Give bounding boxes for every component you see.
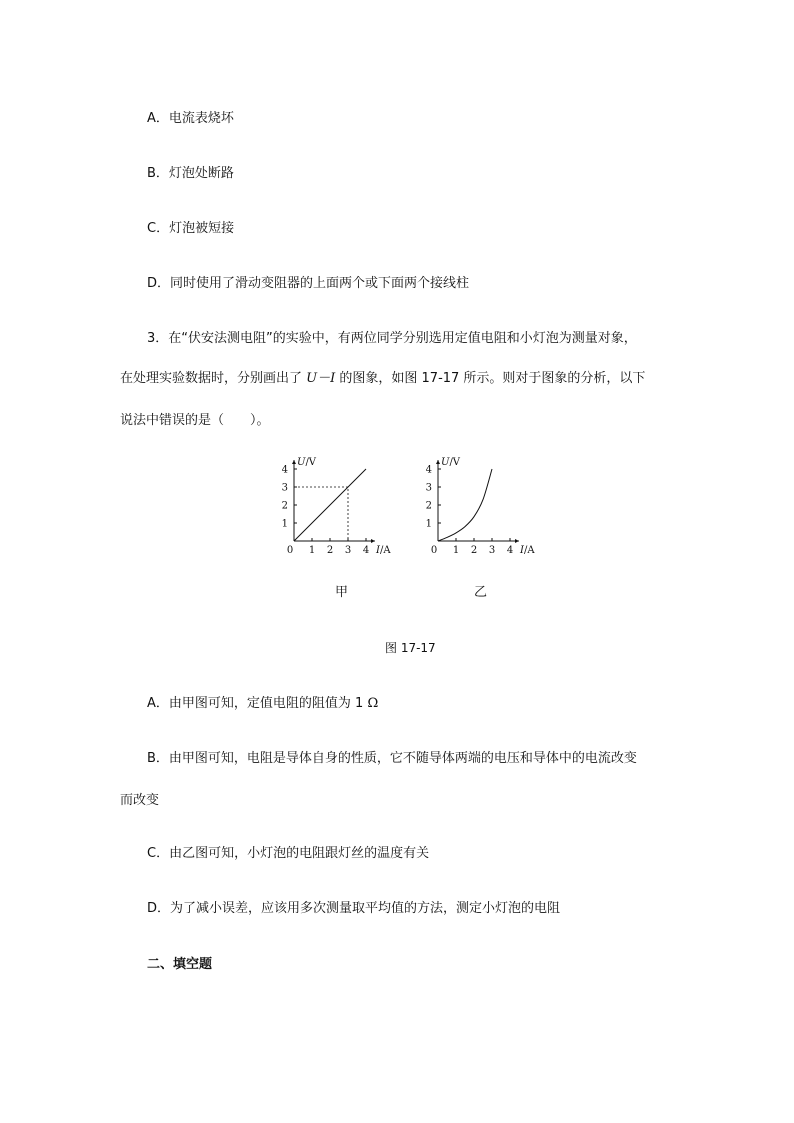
chart0-y-tick-label-3: 3 [282,482,288,494]
q3-option-b-line-1: B．由甲图可知，电阻是导体自身的性质，它不随导体两端的电压和导体中的电流改变 [147,751,637,766]
chart1-x-arrow [515,539,519,543]
chart1-x-axis-label: I/A [520,545,535,556]
chart0-x-axis-label: I/A [376,545,391,556]
chart0-x-tick-label-3: 3 [344,545,352,556]
chart0-y-tick-label-4: 4 [282,464,288,476]
chart1-x-tick-label-3: 3 [488,545,496,556]
chart1-y-tick-label-3: 3 [426,482,432,494]
chart0-y-axis-label: U/V [297,457,317,468]
option-a: A．电流表烧坏 [147,111,234,126]
option-b: B．灯泡处断路 [147,166,234,181]
chart0-series-line-0 [294,469,366,541]
question-3-line-2-text: 在处理实验数据时，分别画出了 [120,371,303,386]
question-3-line-2 [120,370,645,388]
chart0-x-tick-label-0: 0 [286,545,294,556]
figure-label-jia: 甲 [335,585,349,600]
q3-option-c: C．由乙图可知，小灯泡的电阻跟灯丝的温度有关 [147,846,430,861]
figure-label-yi: 乙 [474,585,488,600]
chart1-y-axis-label: U/V [441,457,461,468]
chart1-y-tick-label-2: 2 [426,500,432,512]
chart-jia [282,452,394,560]
q3-option-a [147,695,378,713]
chart1-y-arrow [436,460,440,464]
figure-caption: 图 17-17 [385,641,436,655]
chart0-y-tick-label-1: 1 [282,518,288,530]
section-title: 二、填空题 [147,957,213,972]
chart1-x-tick-label-1: 1 [452,545,460,556]
option-c: C．灯泡被短接 [147,221,235,236]
chart1-x-tick-label-2: 2 [470,545,478,556]
chart0-y-tick-label-2: 2 [282,500,288,512]
chart0-x-arrow [371,539,375,543]
ui-formula: U－I [306,371,336,386]
chart1-x-tick-label-0: 0 [430,545,438,556]
question-3-line-3: 说法中错误的是（ ）。 [120,413,270,428]
question-3-line-2-text-end: 的图象，如图 17-17 所示。则对于图象的分析，以下 [339,371,646,386]
chart1-y-tick-label-4: 4 [426,464,432,476]
chart1-series-line-0 [438,469,492,541]
chart1-x-tick-label-4: 4 [506,545,514,556]
chart0-x-tick-label-2: 2 [326,545,334,556]
ohm-unit: Ω [367,696,379,711]
chart0-y-arrow [292,460,296,464]
chart-yi [426,452,538,560]
chart0-x-tick-label-4: 4 [362,545,370,556]
q3-option-b-line-2: 而改变 [120,793,160,808]
q3-option-d: D．为了减小误差，应该用多次测量取平均值的方法，测定小灯泡的电阻 [147,901,561,916]
chart1-y-tick-label-1: 1 [426,518,432,530]
q3-option-a-text: A．由甲图可知，定值电阻的阻值为 1 [147,696,364,711]
question-3-line-1: 3．在“伏安法测电阻”的实验中，有两位同学分别选用定值电阻和小灯泡为测量对象， [147,331,637,346]
chart0-x-tick-label-1: 1 [308,545,316,556]
option-d: D．同时使用了滑动变阻器的上面两个或下面两个接线柱 [147,276,470,291]
